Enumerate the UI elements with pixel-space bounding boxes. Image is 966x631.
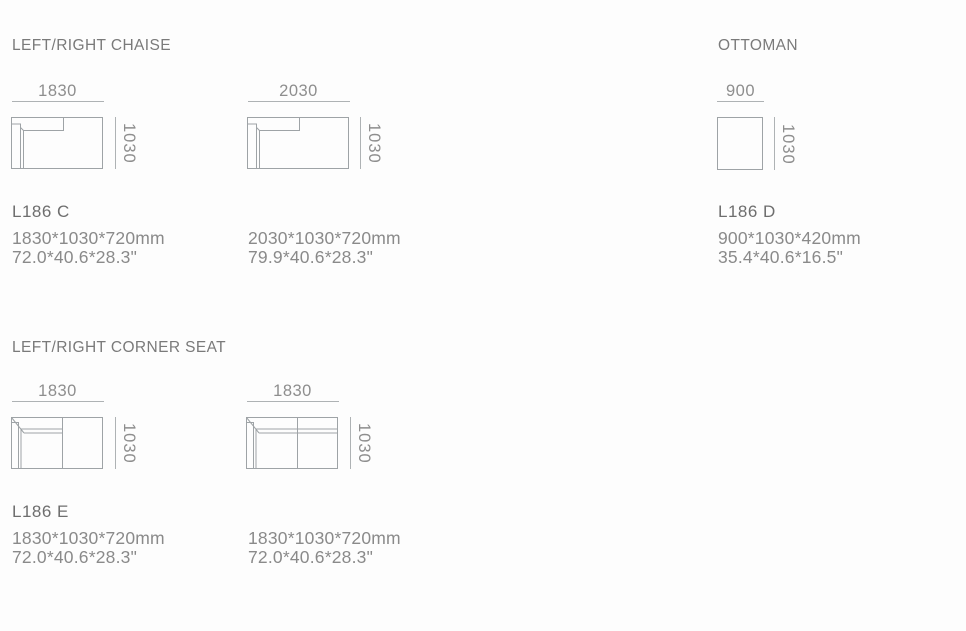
spec-text	[718, 229, 861, 267]
width-dim-line	[12, 101, 104, 102]
width-dim-line	[717, 101, 764, 102]
spec-mm: 1830*1030*720mm	[12, 528, 165, 548]
armrest-line	[12, 423, 19, 469]
depth-dim-label: 1030	[355, 422, 373, 464]
model-label-chaise: L186 C	[12, 202, 70, 221]
corner-diagonal-line	[247, 418, 260, 434]
width-dim-label: 900	[725, 82, 756, 100]
depth-dim-label: 1030	[779, 123, 797, 165]
chaise-2030-drawing	[247, 117, 349, 169]
model-label-corner: L186 E	[12, 502, 69, 521]
width-dim-label: 1830	[38, 82, 77, 100]
width-dim-line	[248, 101, 350, 102]
spec-inch: 72.0*40.6*28.3"	[12, 547, 138, 567]
chaise-outline	[12, 118, 103, 169]
backrest-line	[257, 118, 300, 131]
spec-mm: 2030*1030*720mm	[248, 228, 401, 248]
corner-outline	[12, 418, 103, 469]
depth-dim-line	[774, 117, 775, 170]
backrest-line	[21, 118, 64, 131]
spec-inch: 35.4*40.6*16.5"	[718, 247, 844, 267]
chaise-1830-drawing	[11, 117, 103, 169]
armrest-line	[12, 124, 21, 169]
spec-text	[12, 229, 165, 267]
corner-outline	[247, 418, 338, 469]
width-dim-line	[247, 401, 339, 402]
spec-inch: 72.0*40.6*28.3"	[12, 247, 138, 267]
spec-mm: 1830*1030*720mm	[12, 228, 165, 248]
width-dim-line	[12, 401, 104, 402]
depth-dim-label: 1030	[120, 422, 138, 464]
corner-diagonal-line	[12, 418, 25, 434]
width-dim-label: 1830	[273, 382, 312, 400]
model-label-ottoman: L186 D	[718, 202, 776, 221]
ottoman-drawing	[717, 117, 763, 170]
corner-seat-right-drawing	[246, 417, 338, 469]
armrest-line	[247, 423, 254, 469]
spec-text	[248, 229, 401, 267]
ottoman-outline	[718, 118, 763, 170]
spec-inch: 72.0*40.6*28.3"	[248, 547, 374, 567]
spec-text	[12, 529, 165, 567]
section-title-chaise: LEFT/RIGHT CHAISE	[12, 37, 171, 54]
chaise-outline	[248, 118, 349, 169]
spec-mm: 1830*1030*720mm	[248, 528, 401, 548]
width-dim-label: 1830	[38, 382, 77, 400]
spec-inch: 79.9*40.6*28.3"	[248, 247, 374, 267]
depth-dim-label: 1030	[120, 122, 138, 164]
spec-text	[248, 529, 401, 567]
section-title-ottoman: OTTOMAN	[718, 37, 799, 54]
depth-dim-line	[115, 117, 116, 169]
depth-dim-line	[350, 417, 351, 469]
width-dim-label: 2030	[279, 82, 318, 100]
depth-dim-label: 1030	[365, 122, 383, 164]
depth-dim-line	[360, 117, 361, 169]
section-title-corner: LEFT/RIGHT CORNER SEAT	[12, 339, 227, 356]
spec-mm: 900*1030*420mm	[718, 228, 861, 248]
corner-seat-left-drawing	[11, 417, 103, 469]
depth-dim-line	[115, 417, 116, 469]
armrest-line	[248, 124, 257, 169]
